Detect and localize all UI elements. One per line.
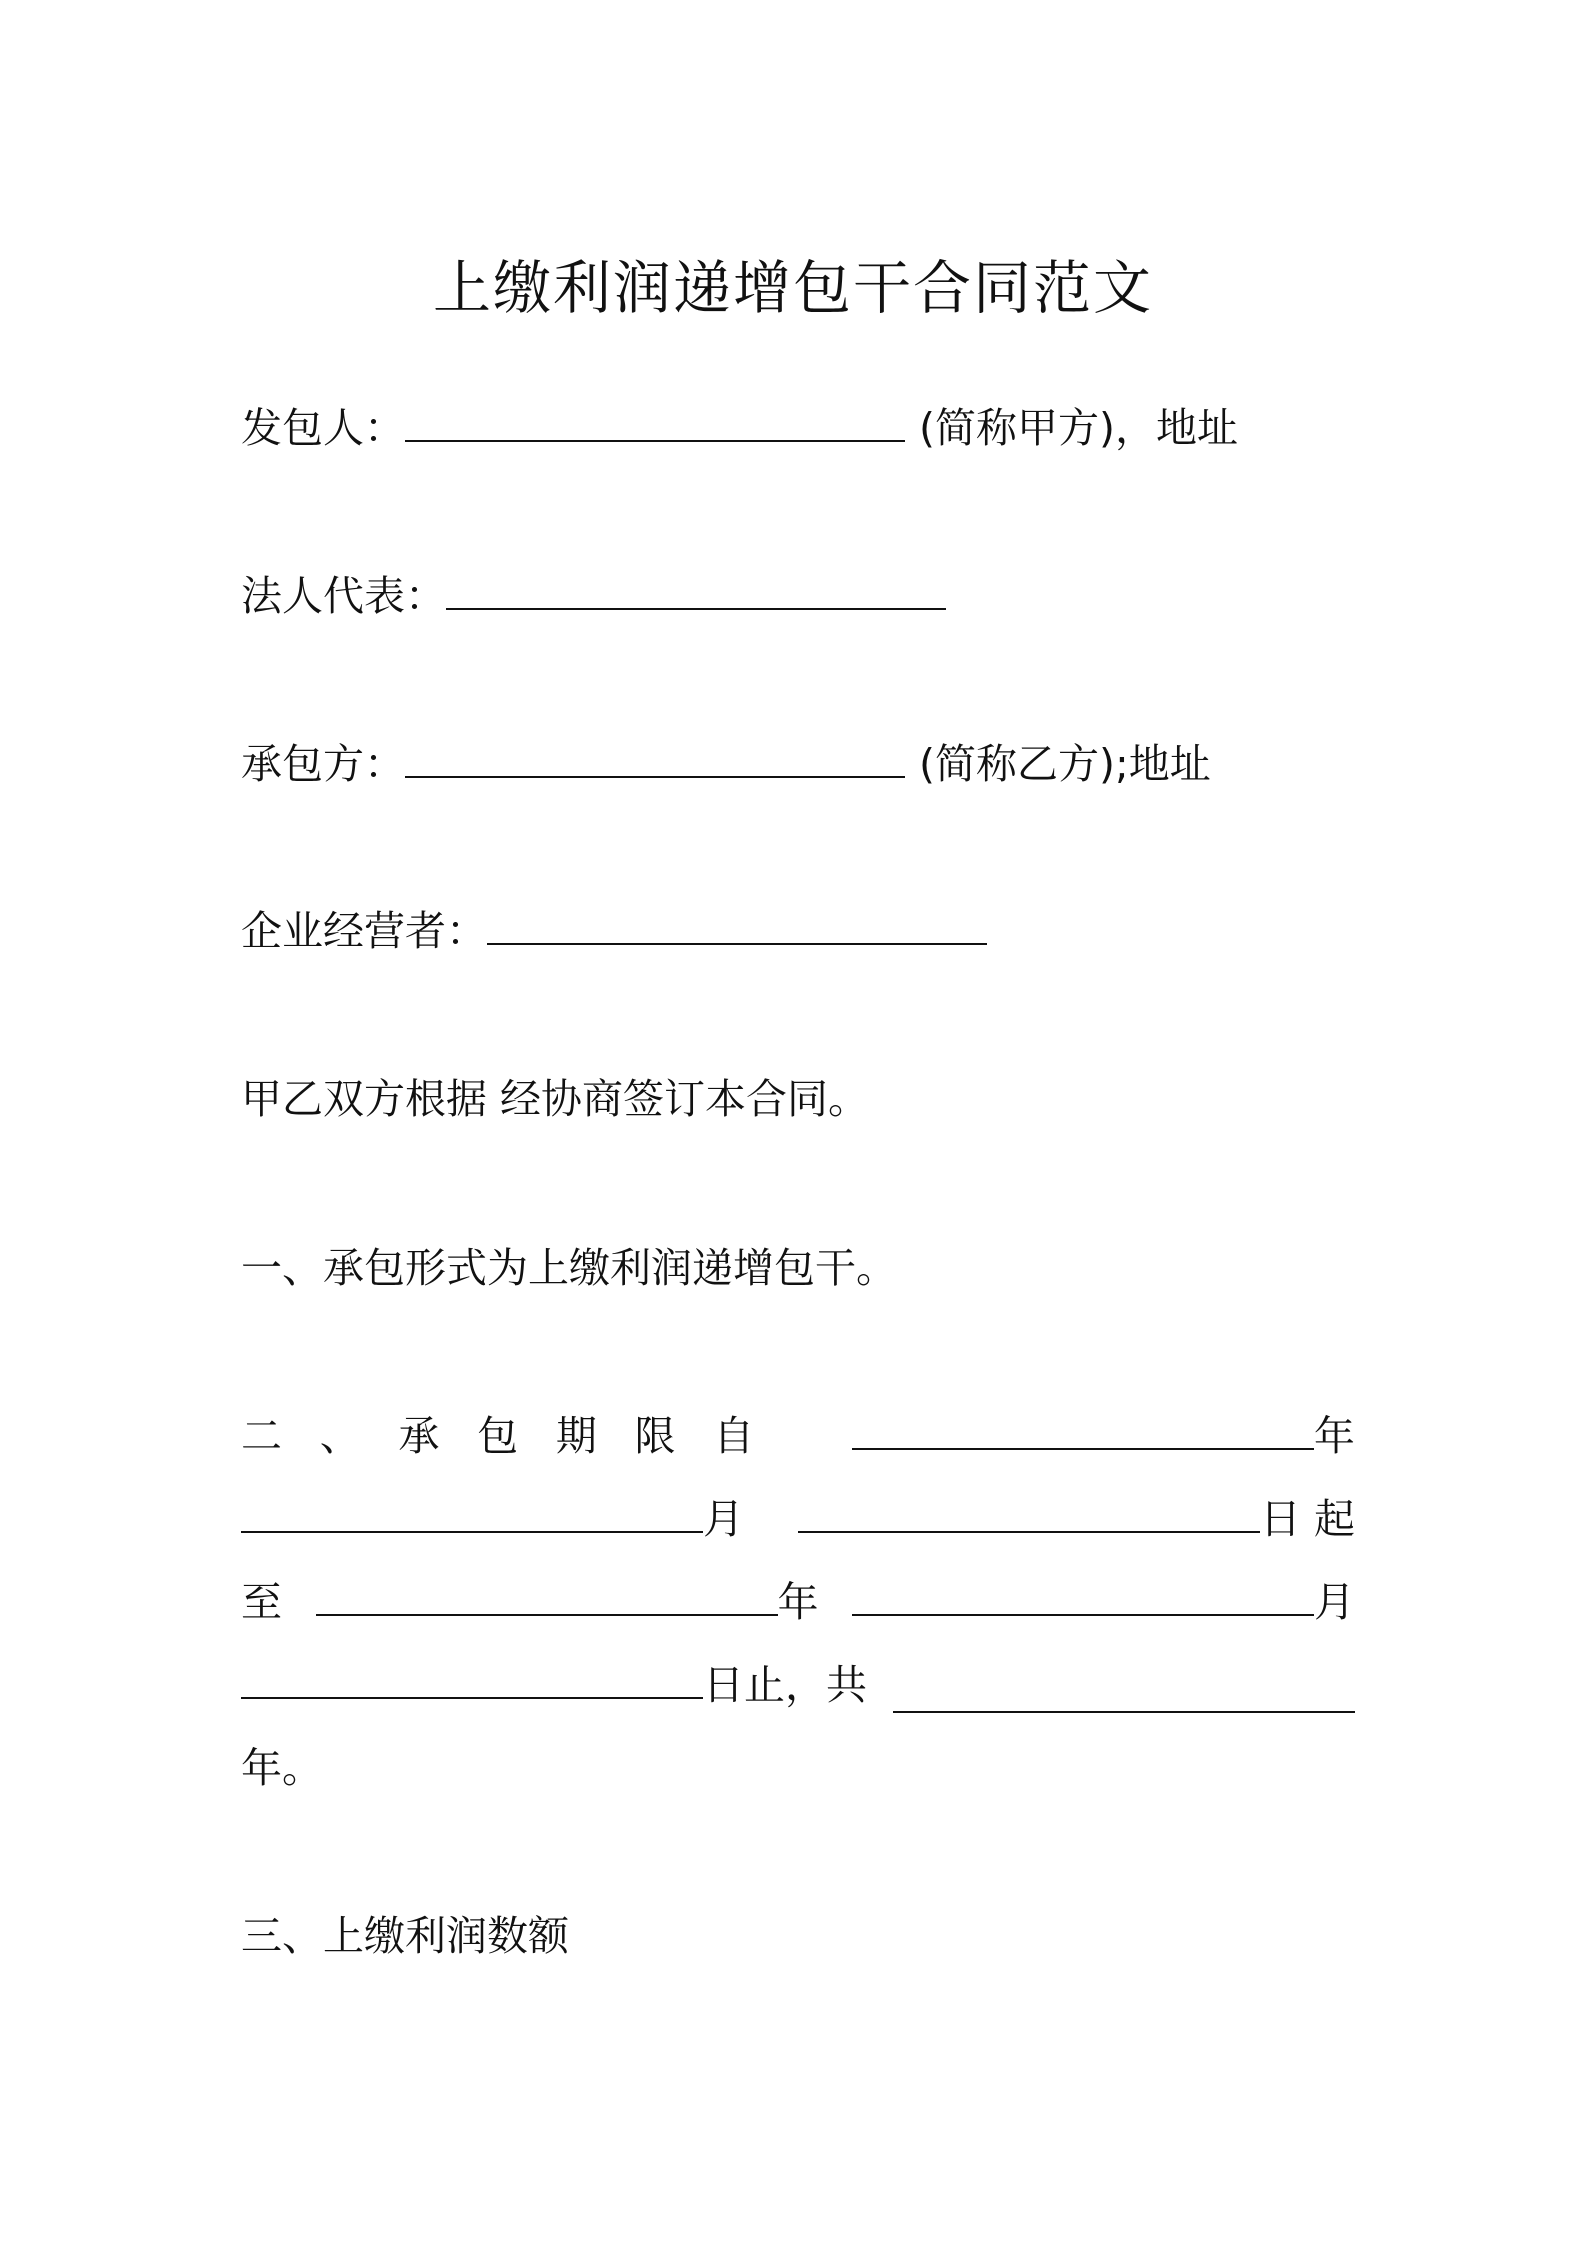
clause-2-char: 承: [398, 1412, 440, 1460]
document-title: 上缴利润递增包干合同范文: [432, 254, 1153, 322]
clause-2-line-4: [241, 1657, 1355, 1713]
intro-paragraph: 甲乙双方根据 经协商签订本合同。: [241, 1075, 870, 1123]
year2-label: 年: [777, 1578, 819, 1626]
contractor-label: 发包人：: [241, 404, 405, 452]
clause-2-char: 限: [634, 1412, 676, 1460]
month2-label: 月: [1314, 1578, 1355, 1626]
end-day-blank[interactable]: [241, 1657, 703, 1699]
clause-2-char: 二: [241, 1412, 282, 1460]
manager-blank[interactable]: [487, 903, 987, 945]
contractee-suffix: (简称乙方);地址: [919, 740, 1211, 788]
end-month-blank[interactable]: [852, 1574, 1314, 1616]
clause-2-char: 自: [713, 1412, 755, 1460]
clause-1: 一、承包形式为上缴利润递增包干。: [241, 1244, 897, 1292]
manager-line: [241, 903, 987, 959]
end-year-blank[interactable]: [316, 1574, 778, 1616]
start-year-blank[interactable]: [852, 1408, 1314, 1450]
legal-rep-label: 法人代表：: [241, 572, 446, 620]
clause-2-char: 、: [319, 1412, 361, 1460]
month-label: 月: [703, 1495, 744, 1543]
contractee-label: 承包方：: [241, 740, 405, 788]
contractee-line: [241, 736, 1211, 792]
manager-label: 企业经营者：: [241, 907, 487, 955]
clause-2-line-2: [241, 1491, 1355, 1547]
day-to-label: 日止，共: [703, 1661, 867, 1709]
contractor-line: [241, 400, 1238, 456]
day-from-label: 日 起: [1259, 1495, 1355, 1543]
legal-rep-blank[interactable]: [446, 568, 946, 610]
year-label: 年: [1313, 1412, 1355, 1460]
start-month-blank[interactable]: [241, 1491, 703, 1533]
clause-2-line-1: [241, 1408, 1355, 1464]
clause-3: 三、上缴利润数额: [241, 1912, 569, 1960]
to-label: 至: [241, 1578, 282, 1626]
contractor-suffix: (简称甲方)，地址: [919, 404, 1238, 452]
contractor-blank[interactable]: [405, 400, 905, 442]
clause-2-char: 包: [477, 1412, 519, 1460]
start-day-blank[interactable]: [798, 1491, 1260, 1533]
total-years-blank[interactable]: [893, 1671, 1355, 1713]
contractee-blank[interactable]: [405, 736, 905, 778]
legal-rep-line: [241, 568, 946, 624]
clause-2-line-3: [241, 1574, 1355, 1630]
clause-2-line-5: 年。: [241, 1744, 323, 1792]
clause-2-char: 期: [555, 1412, 597, 1460]
